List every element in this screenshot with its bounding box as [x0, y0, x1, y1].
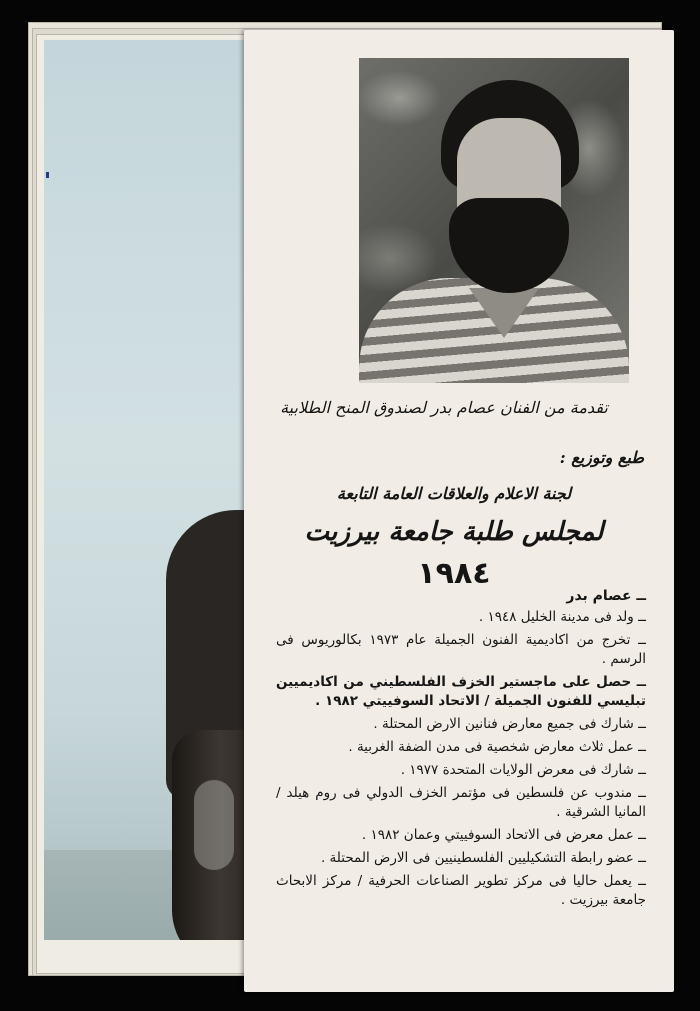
bio-item: ــ يعمل حاليا فى مركز تطوير الصناعات الحرفية / مركز الابحاث جامعة بيرزيت .	[276, 873, 646, 908]
bio-item: ــ حصل على ماجستير الخزف الفلسطيني من اكاديميين تبليسي للفنون الجميلة / الاتحاد السوفييتي ١٩٨٢ .	[276, 674, 646, 709]
bio-item: ــ مندوب عن فلسطين فى مؤتمر الخزف الدولي فى روم هيلد / المانيا الشرقية .	[276, 785, 646, 820]
artist-biography-list	[276, 587, 646, 914]
bio-item-name: ــ عصام بدر	[566, 588, 646, 604]
ink-mark	[46, 172, 49, 178]
artist-info-card	[244, 30, 674, 992]
bio-item: ــ عضو رابطة التشكيليين الفلسطينيين فى الارض المحتلة .	[320, 850, 646, 866]
publication-year: ١٩٨٤	[417, 556, 491, 591]
bio-item: ــ ولد فى مدينة الخليل ١٩٤٨ .	[478, 609, 646, 625]
artist-portrait-photo	[359, 58, 629, 383]
photo-vase-highlight	[194, 780, 234, 870]
bio-item: ــ تخرج من اكاديمية الفنون الجميلة عام ١٩٧٣ بكالوريوس فى الرسم .	[276, 632, 646, 667]
bio-item: ــ شارك فى معرض الولايات المتحدة ١٩٧٧ .	[400, 762, 646, 778]
donation-credit: تقدمة من الفنان عصام بدر لصندوق المنح الطلابية	[280, 398, 608, 417]
committee-name: لجنة الاعلام والعلاقات العامة التابعة	[336, 484, 572, 503]
bio-item: ــ عمل ثلاث معارض شخصية فى مدن الضفة الغربية .	[348, 739, 646, 755]
bio-item: ــ عمل معرض فى الاتحاد السوفييتي وعمان ١٩٨٢ .	[361, 827, 646, 843]
print-distribution-label: طبع وتوزيع :	[559, 448, 644, 467]
student-council-name: لمجلس طلبة جامعة بيرزيت	[304, 517, 604, 547]
bio-item: ــ شارك فى جميع معارض فنانين الارض المحتلة .	[373, 716, 646, 732]
